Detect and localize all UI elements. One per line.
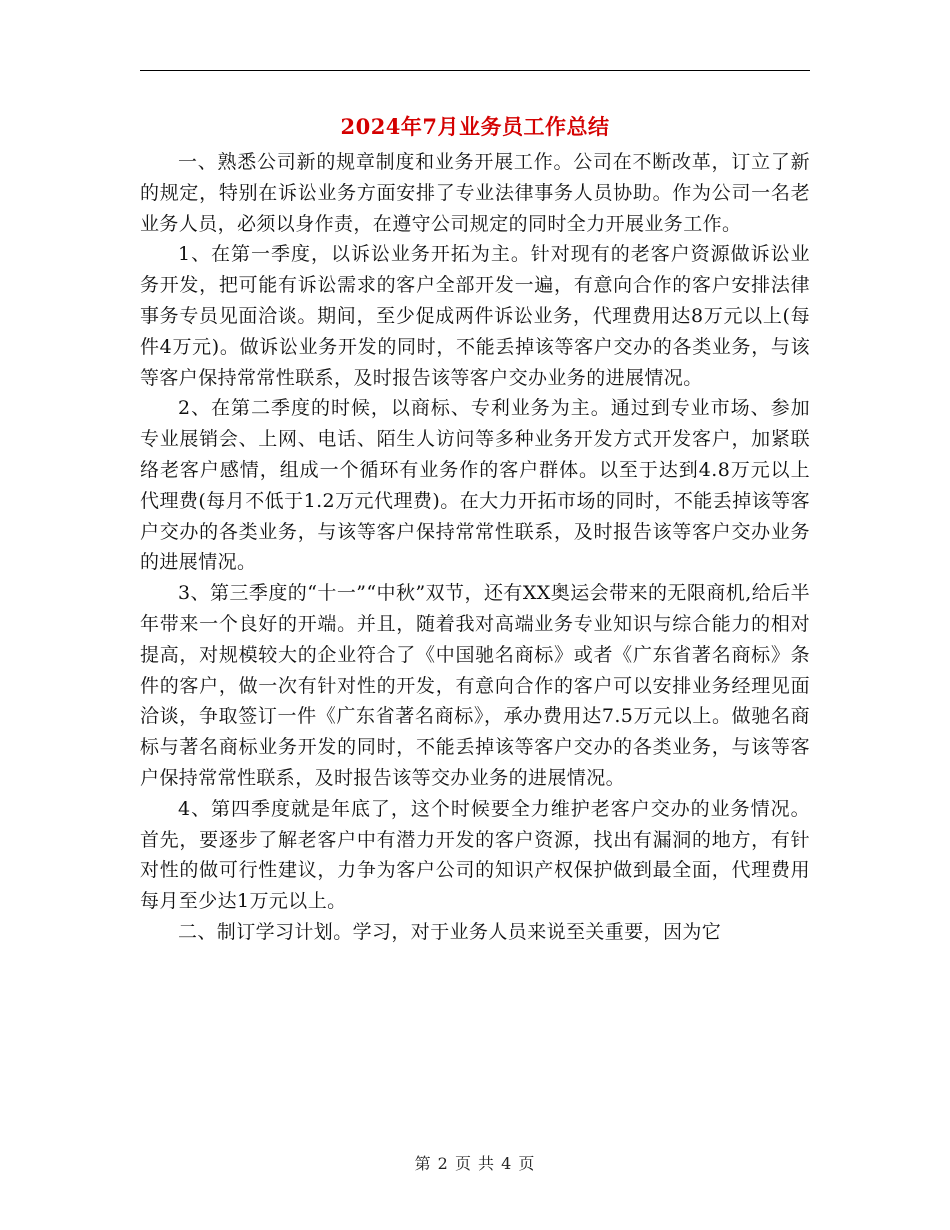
- paragraph-5: 4、第四季度就是年底了，这个时候要全力维护老客户交办的业务情况。首先，要逐步了解老客户中有潜力开发的客户资源，找出有漏洞的地方，有针对性的做可行性建议，力争为客户公司的知识产权保护做到最全面，代理费用每月至少达1万元以上。: [140, 797, 810, 913]
- header-rule: [140, 70, 810, 71]
- document-title: 2024年7月业务员工作总结: [340, 114, 610, 139]
- paragraph-2: 1、在第一季度，以诉讼业务开拓为主。针对现有的老客户资源做诉讼业务开发，把可能有诉讼需求的客户全部开发一遍，有意向合作的客户安排法律事务专员见面洽谈。期间，至少促成两件诉讼业务，代理费用达8万元以上(每件4万元)。做诉讼业务开发的同时，不能丢掉该等客户交办的各类业务，与该等客户保持常常性联系，及时报告该等客户交办业务的进展情况。: [140, 243, 810, 389]
- paragraph-3: 2、在第二季度的时候，以商标、专利业务为主。通过到专业市场、参加专业展销会、上网、电话、陌生人访问等多种业务开发方式开发客户，加紧联络老客户感情，组成一个循环有业务作的客户群体。以至于达到4.8万元以上代理费(每月不低于1.2万元代理费)。在大力开拓市场的同时，不能丢掉该等客户交办的各类业务，与该等客户保持常常性联系，及时报告该等客户交办业务的进展情况。: [140, 397, 810, 574]
- page-number: 第 2 页 共 4 页: [414, 1154, 536, 1173]
- document-body: [140, 147, 810, 948]
- paragraph-6: 二、制订学习计划。学习，对于业务人员来说至关重要，因为它: [178, 920, 722, 943]
- paragraph-1: 一、熟悉公司新的规章制度和业务开展工作。公司在不断改革，订立了新的规定，特别在诉讼业务方面安排了专业法律事务人员协助。作为公司一名老业务人员，必须以身作责，在遵守公司规定的同时全力开展业务工作。: [140, 151, 810, 235]
- paragraph-4: 3、第三季度的“十一”“中秋”双节，还有XX奥运会带来的无限商机,给后半年带来一个良好的开端。并且，随着我对高端业务专业知识与综合能力的相对提高，对规模较大的企业符合了《中国驰名商标》或者《广东省著名商标》条件的客户，做一次有针对性的开发，有意向合作的客户可以安排业务经理见面洽谈，争取签订一件《广东省著名商标》，承办费用达7.5万元以上。做驰名商标与著名商标业务开发的同时，不能丢掉该等客户交办的各类业务，与该等客户保持常常性联系，及时报告该等交办业务的进展情况。: [140, 582, 810, 789]
